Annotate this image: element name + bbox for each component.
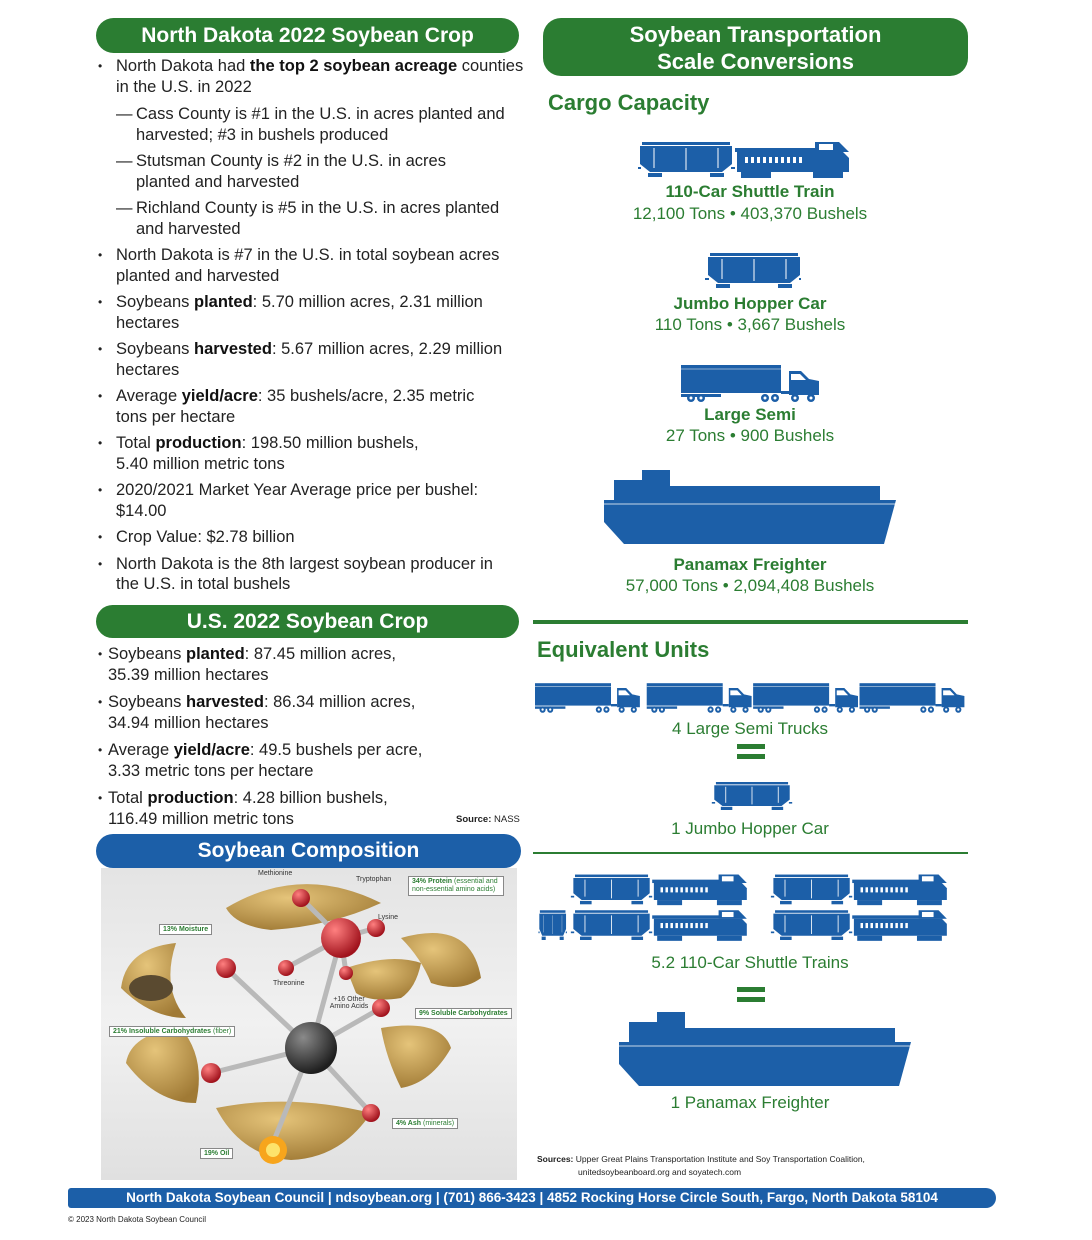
us-crop-header: U.S. 2022 Soybean Crop <box>96 605 519 638</box>
semi-truck-stats: 27 Tons • 900 Bushels <box>665 426 835 445</box>
composition-header: Soybean Composition <box>96 834 521 868</box>
protein-label: 34% Protein (essential and non-essential amino acids) <box>408 876 504 896</box>
list-item: • North Dakota had the top 2 soybean acreage counties in the U.S. in 2022 <box>98 57 524 96</box>
list-sub-item: — Cass County is #1 in the U.S. in acres planted and harvested; #3 in bushels produced <box>116 105 505 144</box>
other-amino-acids-label: +16 Other Amino Acids <box>329 996 369 1010</box>
list-item: • Average yield/acre: 49.5 bushels per acre, 3.33 metric tons per hectare <box>98 741 423 780</box>
insoluble-carbohydrates-label: 21% Insoluble Carbohydrates (fiber) <box>109 1026 235 1037</box>
cargo-capacity-title: Cargo Capacity <box>548 90 710 115</box>
hopper-car-name: Jumbo Hopper Car <box>673 294 827 313</box>
freighter-stats: 57,000 Tons • 2,094,408 Bushels <box>625 576 875 595</box>
list-item: • Total production: 4.28 billion bushels, 116.49 million metric tons <box>98 789 388 828</box>
semi-truck-name: Large Semi <box>704 405 796 424</box>
section-divider <box>533 620 968 624</box>
list-item: • North Dakota is #7 in the U.S. in total soybean acres planted and harvested <box>98 246 500 285</box>
equals-icon <box>737 987 765 1002</box>
hopper-car-icon <box>705 252 801 290</box>
soybean-composition-illustration <box>101 868 517 1180</box>
shuttle-train-icon <box>638 140 870 180</box>
shuttle-train-name: 110-Car Shuttle Train <box>665 182 835 201</box>
soluble-carbohydrates-label: 9% Soluble Carbohydrates <box>415 1008 512 1019</box>
list-item: • Crop Value: $2.78 billion <box>98 528 295 546</box>
list-item: • Soybeans harvested: 5.67 million acres, 2.29 million hectares <box>98 340 503 379</box>
list-sub-item: — Richland County is #5 in the U.S. in acres planted and harvested <box>116 199 500 238</box>
oil-label: 19% Oil <box>200 1148 233 1159</box>
freighter-name: Panamax Freighter <box>673 555 827 574</box>
one-hopper-car-label: 1 Jumbo Hopper Car <box>671 819 829 838</box>
panamax-freighter-icon <box>619 1012 913 1088</box>
equals-icon <box>737 744 765 759</box>
hopper-car-icon <box>711 782 793 812</box>
shuttle-trains-label: 5.2 110-Car Shuttle Trains <box>651 953 849 972</box>
us-crop-list <box>96 644 496 829</box>
four-semi-trucks-label: 4 Large Semi Trucks <box>672 719 828 738</box>
nd-crop-header: North Dakota 2022 Soybean Crop <box>96 18 519 53</box>
threonine-label: Threonine <box>273 980 305 987</box>
hopper-car-stats: 110 Tons • 3,667 Bushels <box>654 315 846 334</box>
lysine-label: Lysine <box>378 914 398 921</box>
soybean-molecule-illustration <box>101 868 517 1180</box>
methionine-label: Methionine <box>258 870 293 877</box>
list-sub-item: — Stutsman County is #2 in the U.S. in acres planted and harvested <box>116 152 446 191</box>
nd-crop-list <box>96 56 526 595</box>
equivalent-units-title: Equivalent Units <box>537 637 710 662</box>
shuttle-train-stats: 12,100 Tons • 403,370 Bushels <box>632 204 868 223</box>
nass-source: Source: NASS <box>456 814 520 825</box>
moisture-label: 13% Moisture <box>159 924 212 935</box>
shuttle-trains-icon <box>536 872 966 944</box>
four-semi-trucks-icon <box>535 680 965 716</box>
transport-header: Soybean Transportation Scale Conversions <box>543 18 968 76</box>
list-item: • North Dakota is the 8th largest soybean producer in the U.S. in total bushels <box>98 554 493 593</box>
sources-note: Sources: Upper Great Plains Transportation Institute and Soy Transportation Coalition, unitedsoybeanboard.org and soyatech.com <box>537 1154 865 1177</box>
list-item: • Average yield/acre: 35 bushels/acre, 2.35 metric tons per hectare <box>98 387 475 426</box>
one-freighter-label: 1 Panamax Freighter <box>670 1093 830 1112</box>
list-item: • 2020/2021 Market Year Average price per bushel: $14.00 <box>98 481 479 520</box>
tryptophan-label: Tryptophan <box>356 876 392 883</box>
list-item: • Soybeans harvested: 86.34 million acres, 34.94 million hectares <box>98 693 416 732</box>
section-divider <box>533 852 968 854</box>
list-item: • Soybeans planted: 87.45 million acres, 35.39 million hectares <box>98 645 396 684</box>
semi-truck-icon <box>681 365 821 403</box>
list-item: • Soybeans planted: 5.70 million acres, 2.31 million hectares <box>98 293 483 332</box>
ash-label: 4% Ash (minerals) <box>392 1118 458 1129</box>
copyright: © 2023 North Dakota Soybean Council <box>68 1215 206 1224</box>
footer-contact-bar: North Dakota Soybean Council | ndsoybean.org | (701) 866-3423 | 4852 Rocking Horse Circle South, Fargo, North Dakota 58104 <box>68 1188 996 1208</box>
list-item: • Total production: 198.50 million bushels, 5.40 million metric tons <box>98 434 419 473</box>
panamax-freighter-icon <box>604 470 898 546</box>
